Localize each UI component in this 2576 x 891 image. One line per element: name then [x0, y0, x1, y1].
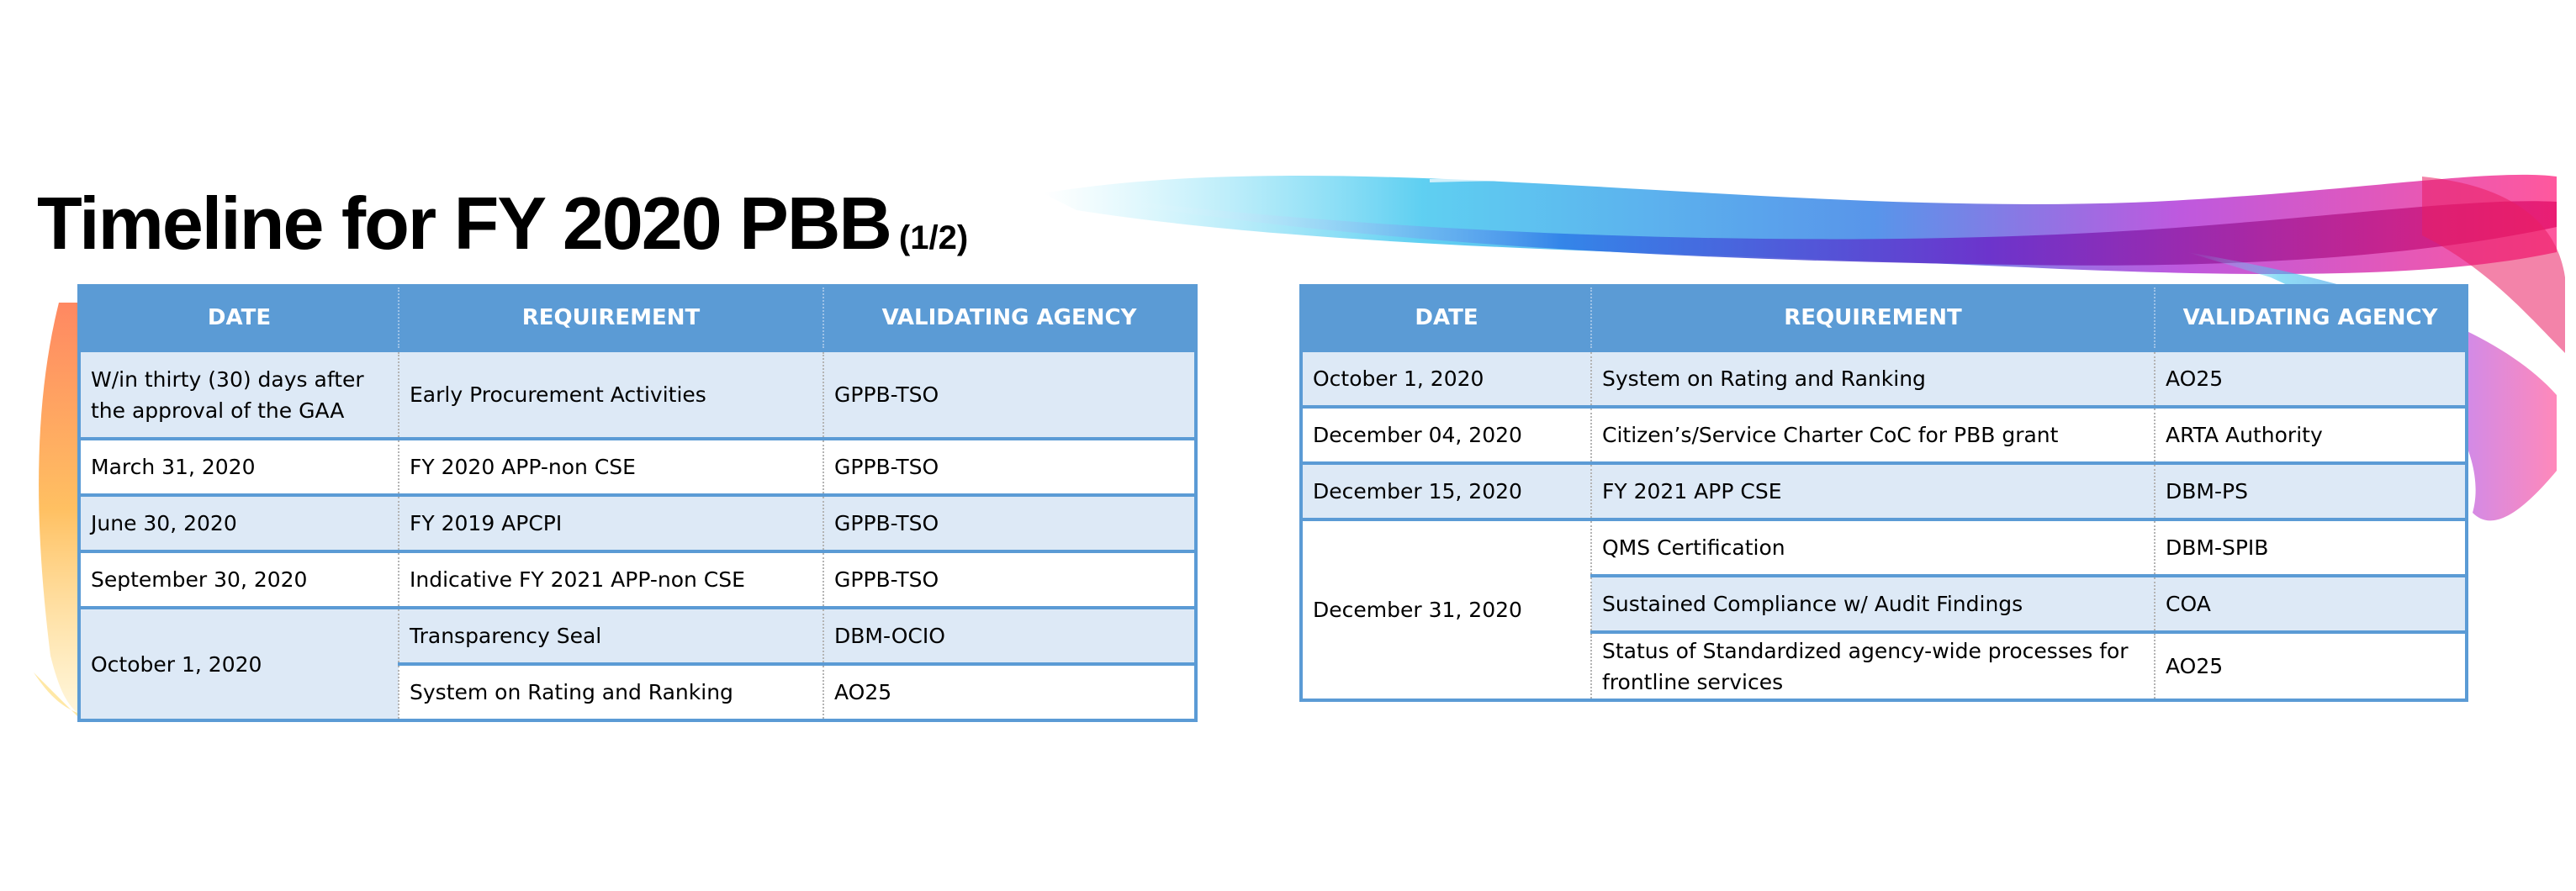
- date-cell: September 30, 2020: [79, 551, 399, 608]
- agency-cell: DBM-SPIB: [2155, 519, 2467, 576]
- table-row: [1301, 407, 2467, 463]
- requirement-cell: Transparency Seal: [399, 608, 823, 664]
- table-row: [1301, 519, 2467, 576]
- table-row: [79, 351, 1196, 440]
- header-validating-agency: VALIDATING AGENCY: [2155, 286, 2467, 351]
- header-validating-agency: VALIDATING AGENCY: [823, 286, 1196, 351]
- requirement-cell: System on Rating and Ranking: [1591, 351, 2155, 408]
- header-date: DATE: [1301, 286, 1591, 351]
- timeline-table-right: [1299, 284, 2468, 702]
- agency-cell: GPPB-TSO: [823, 351, 1196, 440]
- agency-cell: GPPB-TSO: [823, 439, 1196, 495]
- requirement-cell: FY 2021 APP CSE: [1591, 463, 2155, 519]
- agency-cell: AO25: [2155, 351, 2467, 408]
- title-subtitle: (1/2): [898, 219, 969, 256]
- requirement-cell: QMS Certification: [1591, 519, 2155, 576]
- header-requirement: REQUIREMENT: [399, 286, 823, 351]
- date-cell: December 15, 2020: [1301, 463, 1591, 519]
- agency-cell: ARTA Authority: [2155, 407, 2467, 463]
- requirement-cell: Early Procurement Activities: [399, 351, 823, 440]
- agency-cell: AO25: [2155, 632, 2467, 700]
- date-cell: October 1, 2020: [1301, 351, 1591, 408]
- table-row: [79, 608, 1196, 664]
- date-cell: March 31, 2020: [79, 439, 399, 495]
- table-row: [1301, 463, 2467, 519]
- requirement-cell: Citizen’s/Service Charter CoC for PBB grant: [1591, 407, 2155, 463]
- header-requirement: REQUIREMENT: [1591, 286, 2155, 351]
- agency-cell: GPPB-TSO: [823, 551, 1196, 608]
- header-date: DATE: [79, 286, 399, 351]
- requirement-cell: Sustained Compliance w/ Audit Findings: [1591, 576, 2155, 632]
- requirement-cell: Indicative FY 2021 APP-non CSE: [399, 551, 823, 608]
- requirement-cell: FY 2019 APCPI: [399, 495, 823, 551]
- requirement-cell: Status of Standardized agency-wide processes for frontline services: [1591, 632, 2155, 700]
- requirement-cell: FY 2020 APP-non CSE: [399, 439, 823, 495]
- page-title: [37, 182, 969, 265]
- date-cell: W/in thirty (30) days after the approval of the GAA: [79, 351, 399, 440]
- table-header-row: [1301, 286, 2467, 351]
- table-row: [1301, 351, 2467, 408]
- table-header-row: [79, 286, 1196, 351]
- date-cell: June 30, 2020: [79, 495, 399, 551]
- date-cell: December 31, 2020: [1301, 519, 1591, 700]
- timeline-table-left: [77, 284, 1198, 722]
- agency-cell: DBM-OCIO: [823, 608, 1196, 664]
- table-row: [79, 495, 1196, 551]
- table-row: [79, 439, 1196, 495]
- title-main: Timeline for FY 2020 PBB: [37, 182, 891, 265]
- requirement-cell: System on Rating and Ranking: [399, 664, 823, 720]
- agency-cell: COA: [2155, 576, 2467, 632]
- agency-cell: GPPB-TSO: [823, 495, 1196, 551]
- date-cell: December 04, 2020: [1301, 407, 1591, 463]
- agency-cell: AO25: [823, 664, 1196, 720]
- date-cell: October 1, 2020: [79, 608, 399, 720]
- agency-cell: DBM-PS: [2155, 463, 2467, 519]
- table-row: [79, 551, 1196, 608]
